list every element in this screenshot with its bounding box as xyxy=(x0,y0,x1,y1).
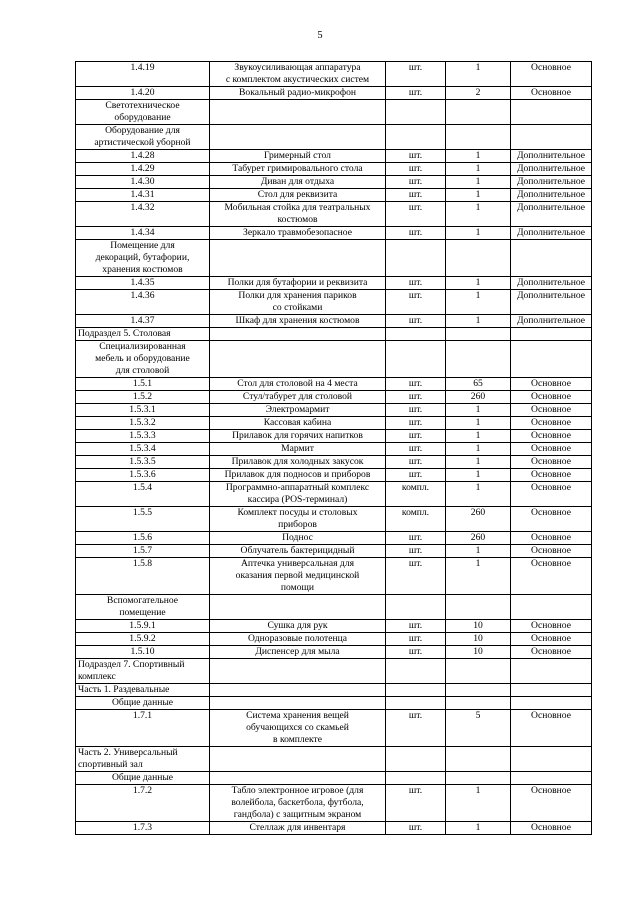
cell-name: Одноразовые полотенца xyxy=(247,633,348,644)
cell-type: Основное xyxy=(531,646,571,657)
cell-unit: шт. xyxy=(408,277,423,288)
table-row xyxy=(76,290,592,315)
table-section-row xyxy=(76,100,592,125)
cell-qty: 1 xyxy=(475,227,481,238)
cell-code: 1.5.3.1 xyxy=(129,404,156,415)
cell-code: 1.5.3.5 xyxy=(129,456,156,467)
table-row xyxy=(76,404,592,417)
cell-name: Прилавок для горячих напитков xyxy=(232,430,363,441)
cell-unit: шт. xyxy=(408,822,423,833)
cell-code: 1.4.32 xyxy=(130,202,155,213)
cell-qty: 2 xyxy=(475,87,481,98)
cell-unit: компл. xyxy=(401,482,430,493)
cell-name: Аптечка универсальная для оказания первой медицинской помощи xyxy=(235,558,360,593)
cell-name: Система хранения вещей обучающихся со скамьей в комплекте xyxy=(246,710,349,745)
cell-type: Основное xyxy=(531,620,571,631)
cell-qty: 1 xyxy=(475,482,481,493)
cell-unit: шт. xyxy=(408,404,423,415)
table-section-row xyxy=(76,747,592,772)
cell-name: Комплект посуды и столовых приборов xyxy=(237,507,358,530)
cell-unit: шт. xyxy=(408,189,423,200)
cell-code: 1.5.3.2 xyxy=(129,417,156,428)
cell-name: Кассовая кабина xyxy=(263,417,332,428)
cell-code: 1.4.20 xyxy=(130,87,155,98)
cell-type: Дополнительное xyxy=(516,315,586,326)
cell-qty: 1 xyxy=(475,315,481,326)
cell-code: 1.4.31 xyxy=(130,189,155,200)
cell-code: Вспомогательное помещение xyxy=(106,595,179,618)
table-section-row xyxy=(76,125,592,150)
cell-type: Основное xyxy=(531,633,571,644)
cell-unit: шт. xyxy=(408,633,423,644)
cell-unit: шт. xyxy=(408,202,423,213)
cell-type: Основное xyxy=(531,469,571,480)
table-row xyxy=(76,456,592,469)
cell-type: Основное xyxy=(531,87,571,98)
cell-code: Общие данные xyxy=(111,772,174,783)
cell-name: Полки для хранения париков со стойками xyxy=(238,290,357,313)
cell-qty: 260 xyxy=(470,391,486,402)
cell-qty: 1 xyxy=(475,822,481,833)
table-row xyxy=(76,378,592,391)
table-section-row xyxy=(76,341,592,378)
cell-code: 1.5.8 xyxy=(132,558,153,569)
cell-name: Сушка для рук xyxy=(267,620,328,631)
cell-code: 1.4.36 xyxy=(130,290,155,301)
cell-unit: компл. xyxy=(401,507,430,518)
cell-name: Звукоусиливающая аппаратура с комплектом акустических систем xyxy=(225,62,370,85)
cell-unit: шт. xyxy=(408,417,423,428)
cell-code: 1.5.10 xyxy=(130,646,155,657)
table-row xyxy=(76,150,592,163)
cell-code: 1.7.1 xyxy=(132,710,153,721)
cell-name: Мобильная стойка для театральных костюмов xyxy=(224,202,371,225)
cell-type: Основное xyxy=(531,532,571,543)
cell-unit: шт. xyxy=(408,163,423,174)
cell-type: Основное xyxy=(531,822,571,833)
cell-qty: 1 xyxy=(475,404,481,415)
cell-code: 1.4.29 xyxy=(130,163,155,174)
cell-qty: 1 xyxy=(475,558,481,569)
table-row xyxy=(76,532,592,545)
cell-type: Основное xyxy=(531,545,571,556)
cell-code: 1.4.35 xyxy=(130,277,155,288)
cell-name: Прилавок для холодных закусок xyxy=(231,456,364,467)
cell-code: 1.4.34 xyxy=(130,227,155,238)
cell-name: Табурет гримировального стола xyxy=(232,163,363,174)
cell-type: Основное xyxy=(531,456,571,467)
cell-unit: шт. xyxy=(408,443,423,454)
cell-type: Основное xyxy=(531,785,571,796)
cell-code: 1.7.3 xyxy=(132,822,153,833)
table-section-row xyxy=(76,328,592,341)
cell-code: Подраздел 7. Спортивный комплекс xyxy=(78,659,185,682)
cell-unit: шт. xyxy=(408,646,423,657)
table-row xyxy=(76,202,592,227)
table-row xyxy=(76,507,592,532)
table-row xyxy=(76,822,592,835)
table-row xyxy=(76,277,592,290)
cell-type: Дополнительное xyxy=(516,189,586,200)
cell-qty: 1 xyxy=(475,277,481,288)
cell-qty: 1 xyxy=(475,62,481,73)
cell-unit: шт. xyxy=(408,430,423,441)
cell-code: 1.4.19 xyxy=(130,62,155,73)
cell-code: Помещение для декораций, бутафории, хранения костюмов xyxy=(95,240,190,275)
table-row xyxy=(76,417,592,430)
cell-unit: шт. xyxy=(408,785,423,796)
cell-unit: шт. xyxy=(408,558,423,569)
cell-qty: 1 xyxy=(475,456,481,467)
cell-qty: 10 xyxy=(473,620,483,631)
cell-qty: 1 xyxy=(475,189,481,200)
cell-name: Программно-аппаратный комплекс кассира (POS-терминал) xyxy=(225,482,370,505)
table-row xyxy=(76,482,592,507)
cell-name: Шкаф для хранения костюмов xyxy=(235,315,360,326)
cell-code: 1.5.3.4 xyxy=(129,443,156,454)
table-section-row xyxy=(76,659,592,684)
cell-type: Дополнительное xyxy=(516,150,586,161)
page-number: 5 xyxy=(317,30,323,41)
cell-name: Мармит xyxy=(281,443,314,454)
cell-unit: шт. xyxy=(408,290,423,301)
table-section-row xyxy=(76,240,592,277)
table-section-row xyxy=(76,595,592,620)
table-row xyxy=(76,189,592,202)
cell-unit: шт. xyxy=(408,532,423,543)
cell-name: Прилавок для подносов и приборов xyxy=(224,469,371,480)
cell-name: Табло электронное игровое (для волейбола, баскетбола, футбола, гандбола) с защитным экраном xyxy=(231,785,364,820)
cell-unit: шт. xyxy=(408,545,423,556)
equipment-table xyxy=(75,61,592,835)
cell-unit: шт. xyxy=(408,176,423,187)
cell-unit: шт. xyxy=(408,469,423,480)
cell-code: Часть 1. Раздевальные xyxy=(78,684,170,695)
cell-unit: шт. xyxy=(408,87,423,98)
cell-code: 1.5.9.1 xyxy=(129,620,156,631)
cell-type: Основное xyxy=(531,482,571,493)
cell-name: Вокальный радио-микрофон xyxy=(239,87,356,98)
cell-unit: шт. xyxy=(408,315,423,326)
cell-type: Основное xyxy=(531,558,571,569)
cell-qty: 1 xyxy=(475,290,481,301)
cell-name: Поднос xyxy=(282,532,313,543)
cell-code: 1.5.3.6 xyxy=(129,469,156,480)
cell-qty: 1 xyxy=(475,163,481,174)
table-row xyxy=(76,646,592,659)
cell-name: Стул/табурет для столовой xyxy=(242,391,353,402)
cell-qty: 1 xyxy=(475,545,481,556)
table-section-row xyxy=(76,697,592,710)
cell-name: Электромармит xyxy=(265,404,330,415)
cell-code: 1.5.6 xyxy=(132,532,153,543)
cell-qty: 1 xyxy=(475,785,481,796)
cell-type: Основное xyxy=(531,710,571,721)
cell-unit: шт. xyxy=(408,150,423,161)
cell-code: Специализированная мебель и оборудование для столовой xyxy=(95,341,190,376)
table-row xyxy=(76,443,592,456)
cell-qty: 65 xyxy=(473,378,483,389)
cell-unit: шт. xyxy=(408,227,423,238)
cell-qty: 1 xyxy=(475,176,481,187)
cell-code: 1.5.4 xyxy=(132,482,153,493)
cell-code: 1.5.2 xyxy=(132,391,153,402)
cell-name: Зеркало травмобезопасное xyxy=(243,227,352,238)
cell-unit: шт. xyxy=(408,620,423,631)
cell-code: Часть 2. Универсальный спортивный зал xyxy=(78,747,178,770)
table-row xyxy=(76,87,592,100)
cell-code: 1.7.2 xyxy=(132,785,153,796)
cell-code: 1.5.7 xyxy=(132,545,153,556)
cell-type: Дополнительное xyxy=(516,277,586,288)
table-row xyxy=(76,545,592,558)
table-row xyxy=(76,430,592,443)
cell-qty: 10 xyxy=(473,646,483,657)
cell-type: Основное xyxy=(531,430,571,441)
cell-type: Основное xyxy=(531,443,571,454)
table-row xyxy=(76,391,592,404)
cell-code: 1.4.28 xyxy=(130,150,155,161)
cell-name: Диспенсер для мыла xyxy=(255,646,340,657)
cell-qty: 1 xyxy=(475,443,481,454)
table-row xyxy=(76,785,592,822)
table-row xyxy=(76,227,592,240)
cell-qty: 1 xyxy=(475,430,481,441)
cell-qty: 1 xyxy=(475,417,481,428)
cell-code: Общие данные xyxy=(111,697,174,708)
cell-code: 1.4.37 xyxy=(130,315,155,326)
cell-type: Дополнительное xyxy=(516,227,586,238)
table-row xyxy=(76,469,592,482)
cell-unit: шт. xyxy=(408,62,423,73)
cell-unit: шт. xyxy=(408,710,423,721)
table-row xyxy=(76,620,592,633)
table-section-row xyxy=(76,772,592,785)
cell-type: Основное xyxy=(531,391,571,402)
cell-qty: 1 xyxy=(475,469,481,480)
cell-qty: 5 xyxy=(475,710,481,721)
cell-qty: 1 xyxy=(475,202,481,213)
cell-type: Дополнительное xyxy=(516,163,586,174)
cell-qty: 10 xyxy=(473,633,483,644)
table-row xyxy=(76,633,592,646)
cell-qty: 260 xyxy=(470,507,486,518)
table-row xyxy=(76,710,592,747)
cell-type: Основное xyxy=(531,62,571,73)
cell-code: 1.4.30 xyxy=(130,176,155,187)
cell-unit: шт. xyxy=(408,456,423,467)
cell-qty: 1 xyxy=(475,150,481,161)
cell-name: Стол для столовой на 4 места xyxy=(237,378,358,389)
cell-type: Основное xyxy=(531,507,571,518)
cell-code: Светотехническое оборудование xyxy=(105,100,180,123)
cell-name: Гримерный стол xyxy=(264,150,331,161)
cell-name: Стеллаж для инвентаря xyxy=(249,822,346,833)
table-section-row xyxy=(76,684,592,697)
cell-type: Основное xyxy=(531,404,571,415)
cell-name: Стол для реквизита xyxy=(257,189,338,200)
cell-unit: шт. xyxy=(408,378,423,389)
cell-type: Дополнительное xyxy=(516,202,586,213)
cell-type: Дополнительное xyxy=(516,176,586,187)
cell-code: 1.5.5 xyxy=(132,507,153,518)
cell-name: Полки для бутафории и реквизита xyxy=(227,277,368,288)
cell-code: 1.5.9.2 xyxy=(129,633,156,644)
cell-code: 1.5.3.3 xyxy=(129,430,156,441)
cell-type: Дополнительное xyxy=(516,290,586,301)
table-row xyxy=(76,163,592,176)
table-row xyxy=(76,315,592,328)
cell-code: Подраздел 5. Столовая xyxy=(78,328,171,339)
cell-unit: шт. xyxy=(408,391,423,402)
cell-qty: 260 xyxy=(470,532,486,543)
table-row xyxy=(76,558,592,595)
table-row xyxy=(76,176,592,189)
cell-name: Диван для отдыха xyxy=(260,176,335,187)
cell-name: Облучатель бактерицидный xyxy=(240,545,355,556)
cell-type: Основное xyxy=(531,378,571,389)
cell-code: 1.5.1 xyxy=(132,378,153,389)
cell-type: Основное xyxy=(531,417,571,428)
cell-code: Оборудование для артистической уборной xyxy=(94,125,191,148)
table-row xyxy=(76,62,592,87)
